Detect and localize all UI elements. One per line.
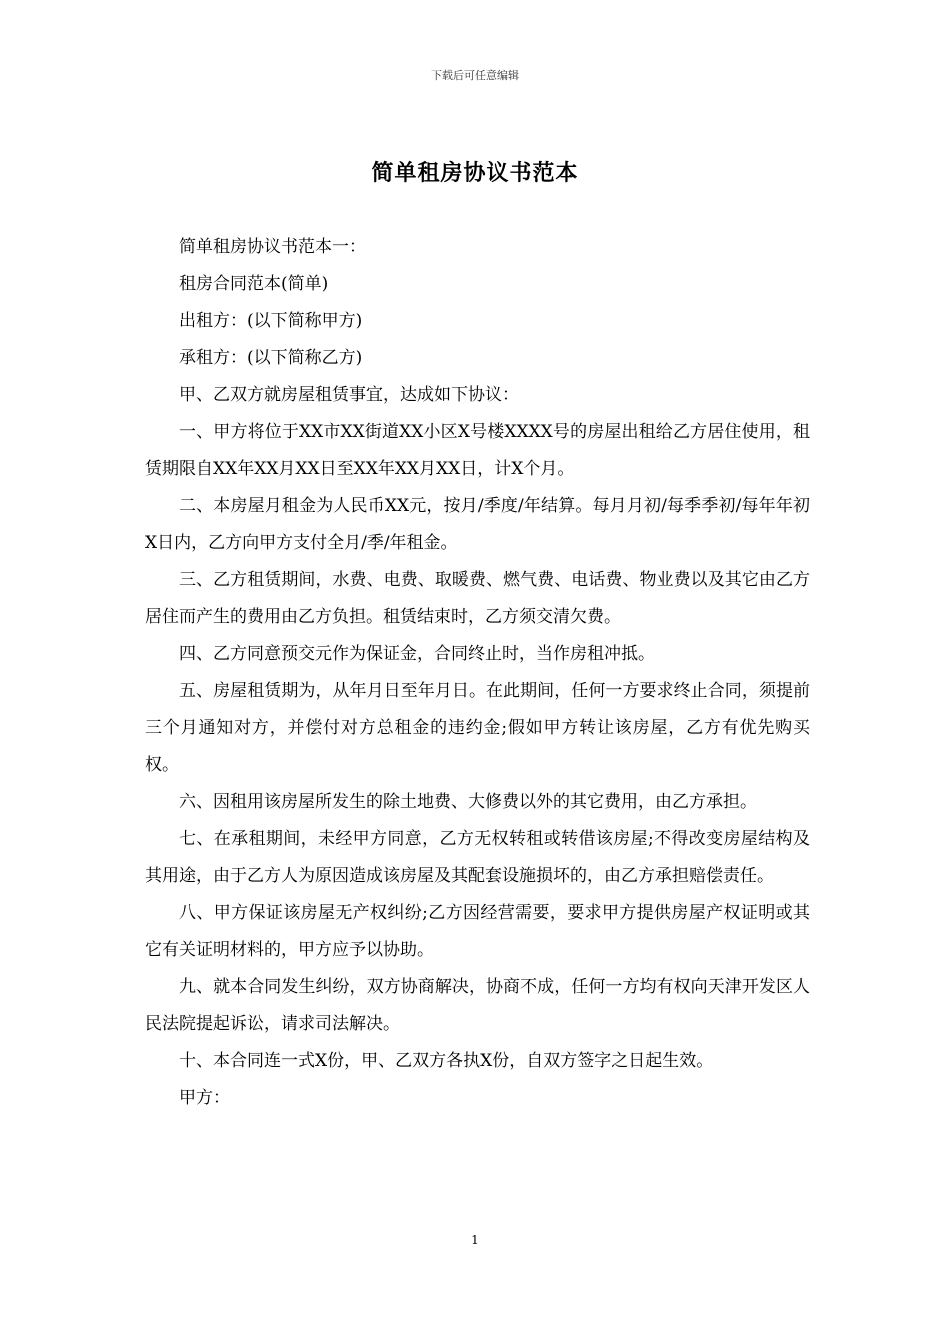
page-number: 1 [471, 1233, 479, 1247]
paragraph-clause-8: 八、甲方保证该房屋无产权纠纷;乙方因经营需要，要求甲方提供房屋产权证明或其它有关证明材料的，甲方应予以协助。 [145, 903, 810, 960]
paragraph-clause-1: 一、甲方将位于XX市XX街道XX小区X号楼XXXX号的房屋出租给乙方居住使用，租赁期限自XX年XX月XX日至XX年XX月XX日，计X个月。 [145, 422, 810, 479]
paragraph-contract-title: 租房合同范本(简单) [179, 274, 329, 294]
paragraph-agreement-intro: 甲、乙双方就房屋租赁事宜，达成如下协议： [179, 385, 519, 405]
header-note: 下载后可任意编辑 [431, 69, 519, 82]
paragraph-clause-5: 五、房屋租赁期为，从年月日至年月日。在此期间，任何一方要求终止合同，须提前三个月通知对方，并偿付对方总租金的违约金;假如甲方转让该房屋，乙方有优先购买权。 [145, 681, 810, 775]
paragraph-clause-6: 六、因租用该房屋所发生的除土地费、大修费以外的其它费用，由乙方承担。 [179, 792, 757, 812]
paragraph-clause-9: 九、就本合同发生纠纷，双方协商解决，协商不成，任何一方均有权向天津开发区人民法院提起诉讼，请求司法解决。 [145, 977, 810, 1034]
document-body [145, 229, 810, 1117]
document-title: 简单租房协议书范本 [371, 160, 579, 186]
paragraph-clause-7: 七、在承租期间，未经甲方同意，乙方无权转租或转借该房屋;不得改变房屋结构及其用途，由于乙方人为原因造成该房屋及其配套设施损坏的，由乙方承担赔偿责任。 [145, 829, 810, 886]
paragraph-clause-2: 二、本房屋月租金为人民币XX元，按月/季度/年结算。每月月初/每季季初/每年年初X日内，乙方向甲方支付全月/季/年租金。 [145, 496, 810, 553]
paragraph-lessee: 承租方：(以下简称乙方) [179, 348, 363, 368]
paragraph-clause-3: 三、乙方租赁期间，水费、电费、取暖费、燃气费、电话费、物业费以及其它由乙方居住而产生的费用由乙方负担。租赁结束时，乙方须交清欠费。 [145, 570, 810, 627]
paragraph-intro: 简单租房协议书范本一： [179, 237, 366, 257]
paragraph-clause-4: 四、乙方同意预交元作为保证金，合同终止时，当作房租冲抵。 [179, 644, 655, 664]
paragraph-lessor: 出租方：(以下简称甲方) [179, 311, 363, 331]
paragraph-clause-10: 十、本合同连一式X份，甲、乙双方各执X份，自双方签字之日起生效。 [179, 1051, 714, 1071]
paragraph-party-a-signature: 甲方： [179, 1088, 230, 1108]
